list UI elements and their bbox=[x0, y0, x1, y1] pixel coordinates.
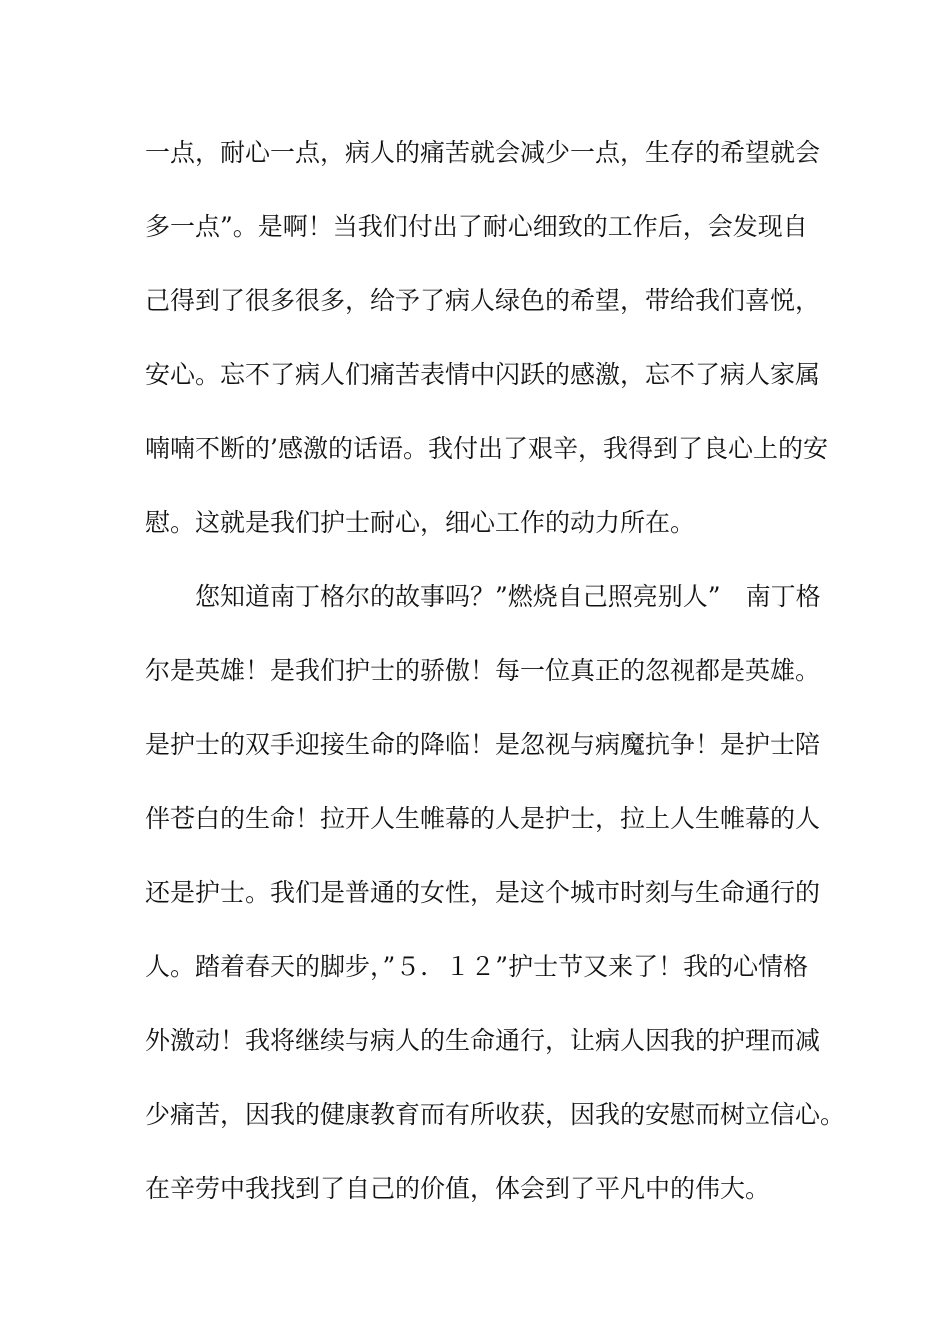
text-line: 人。踏着春天的脚步，”５．１２”护士节又来了！我的心情格 bbox=[145, 952, 809, 981]
text-line: 喃喃不断的’感激的话语。我付出了艰辛，我得到了良心上的安 bbox=[145, 434, 828, 463]
text-line: 一点，耐心一点，病人的痛苦就会减少一点，生存的希望就会 bbox=[145, 138, 821, 167]
text-line: 伴苍白的生命！拉开人生帷幕的人是护士，拉上人生帷幕的人 bbox=[145, 804, 821, 833]
body-text bbox=[145, 133, 846, 1243]
text-line: 多一点”。是啊！当我们付出了耐心细致的工作后，会发现自 bbox=[145, 212, 808, 241]
text-line: 己得到了很多很多，给予了病人绿色的希望，带给我们喜悦， bbox=[145, 286, 821, 315]
text-line: 安心。忘不了病人们痛苦表情中闪跃的感激，忘不了病人家属 bbox=[145, 360, 821, 389]
paragraph-start-line: 您知道南丁格尔的故事吗？”燃烧自己照亮别人” 南丁格 bbox=[195, 582, 821, 611]
text-line: 外激动！我将继续与病人的生命通行，让病人因我的护理而减 bbox=[145, 1026, 821, 1055]
text-line: 在辛劳中我找到了自己的价值，体会到了平凡中的伟大。 bbox=[145, 1174, 771, 1203]
text-line: 是护士的双手迎接生命的降临！是忽视与病魔抗争！是护士陪 bbox=[145, 730, 821, 759]
text-line: 少痛苦，因我的健康教育而有所收获，因我的安慰而树立信心。 bbox=[145, 1100, 846, 1129]
text-line: 慰。这就是我们护士耐心，细心工作的动力所在。 bbox=[145, 508, 696, 537]
text-line: 还是护士。我们是普通的女性，是这个城市时刻与生命通行的 bbox=[145, 878, 821, 907]
text-line: 尔是英雄！是我们护士的骄傲！每一位真正的忽视都是英雄。 bbox=[145, 656, 821, 685]
